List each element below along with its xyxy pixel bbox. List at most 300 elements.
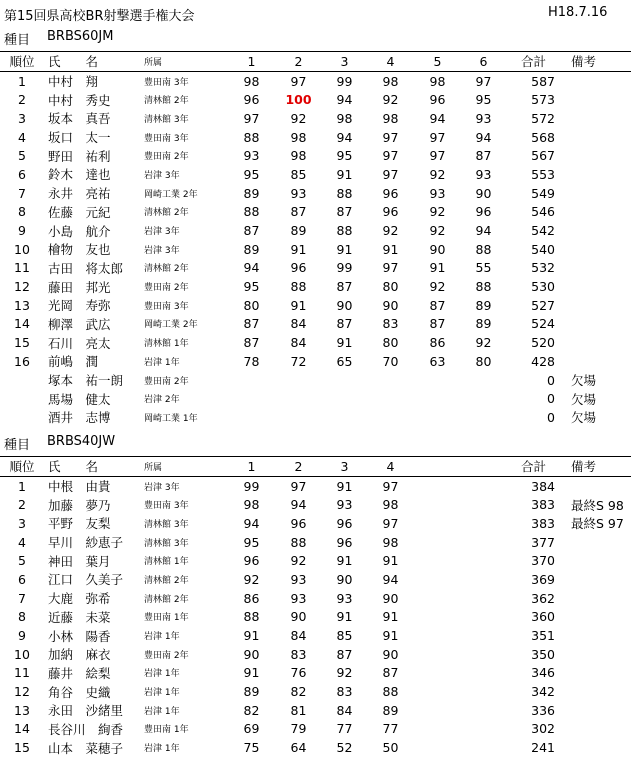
total-cell: 540 [531,241,555,257]
rank-cell: 8 [18,204,26,220]
school-cell: 岡崎工業 2年 [144,189,198,200]
school-cell: 岡崎工業 2年 [144,320,198,331]
table-row [0,90,631,109]
score-cell: 92 [243,571,260,587]
score-cell: 96 [290,515,307,531]
name-cell: 藤井 絵梨 [48,665,111,681]
total-cell: 383 [531,515,555,531]
score-cell: 97 [382,260,399,276]
score-cell: 88 [475,279,492,295]
school-cell: 清林館 1年 [144,339,189,350]
name-cell: 大鹿 弥希 [48,591,111,607]
score-cell: 92 [429,166,446,182]
total-cell: 241 [531,740,555,756]
name-cell: 馬場 健太 [48,391,111,407]
event1-heading [0,27,631,47]
score-cell: 97 [382,478,399,494]
note-cell [561,738,631,757]
school-cell: 岡崎工業 1年 [144,413,198,424]
total-cell: 553 [531,166,555,182]
school-cell: 岩津 1年 [144,357,180,368]
score-cell: 79 [290,721,307,737]
name-cell: 野田 祐利 [48,148,111,164]
score-cell [461,408,506,427]
table-row [0,664,631,683]
rank-cell: 1 [18,73,26,89]
total-cell: 587 [531,73,555,89]
school-cell: 清林館 1年 [144,557,189,568]
name-cell: 近藤 未菜 [48,609,111,625]
score-cell: 65 [336,353,353,369]
school-cell: 岩津 1年 [144,744,180,755]
score-cell [461,664,506,683]
table-row [0,259,631,278]
score-cell [414,495,461,514]
column-header: 所属 [142,457,228,477]
school-cell: 豊田南 2年 [144,283,189,294]
score-cell: 82 [290,684,307,700]
score-cell: 91 [336,335,353,351]
score-cell [461,371,506,390]
name-cell: 佐藤 元紀 [48,204,111,220]
score-cell: 96 [336,534,353,550]
note-cell [561,701,631,720]
score-cell: 78 [243,353,260,369]
score-cell: 98 [243,497,260,513]
event-date: H18.7.16 [548,5,608,20]
score-cell: 93 [475,110,492,126]
score-cell: 87 [243,223,260,239]
score-cell: 52 [336,740,353,756]
rank-cell: 15 [14,740,30,756]
score-cell: 90 [382,590,399,606]
school-cell: 岩津 1年 [144,632,180,643]
name-cell: 石川 亮太 [48,335,111,351]
school-cell: 清林館 2年 [144,208,189,219]
table-row [0,240,631,259]
note-cell [561,626,631,645]
score-cell [461,389,506,408]
rank-cell: 2 [18,92,26,108]
name-cell: 長谷川 絢香 [48,721,124,737]
score-cell: 88 [382,684,399,700]
name-cell: 江口 久美子 [48,572,124,588]
total-cell: 549 [531,185,555,201]
score-cell: 87 [382,665,399,681]
table-row [0,682,631,701]
score-cell: 81 [290,702,307,718]
score-cell: 99 [336,260,353,276]
score-cell: 87 [336,204,353,220]
note-cell [561,533,631,552]
score-cell: 64 [290,740,307,756]
score-cell [461,533,506,552]
name-cell: 早川 紗恵子 [48,535,124,551]
score-cell [367,389,414,408]
total-cell: 546 [531,204,555,220]
score-cell: 88 [475,241,492,257]
score-cell: 90 [336,297,353,313]
rank-cell [0,408,44,427]
school-cell: 清林館 2年 [144,264,189,275]
page-title: 第15回県高校BR射撃選手権大会 [4,9,195,24]
school-cell: 豊田南 3年 [144,501,189,512]
table-row [0,533,631,552]
note-cell [561,165,631,184]
score-cell: 92 [290,553,307,569]
score-cell: 87 [336,646,353,662]
score-cell: 93 [475,166,492,182]
rank-cell: 8 [18,609,26,625]
score-cell: 90 [336,571,353,587]
score-cell: 94 [429,110,446,126]
score-cell [414,408,461,427]
table-row [0,296,631,315]
school-cell: 豊田南 2年 [144,376,189,387]
score-cell: 96 [382,204,399,220]
score-cell: 90 [382,297,399,313]
score-cell [461,738,506,757]
score-cell: 85 [290,166,307,182]
table-row [0,389,631,408]
score-cell: 87 [429,297,446,313]
name-cell: 加納 麻衣 [48,647,111,663]
score-cell: 91 [336,609,353,625]
score-cell: 89 [243,684,260,700]
note-cell [561,259,631,278]
event2-heading [0,432,631,452]
total-cell: 428 [531,353,555,369]
score-cell: 88 [290,279,307,295]
score-cell: 88 [290,534,307,550]
score-cell: 92 [336,665,353,681]
total-cell: 572 [531,110,555,126]
column-header: 備考 [561,52,631,72]
score-cell: 91 [382,609,399,625]
score-cell: 92 [429,279,446,295]
rank-cell: 11 [14,260,30,276]
school-cell: 豊田南 3年 [144,301,189,312]
total-cell: 524 [531,316,555,332]
note-cell [561,240,631,259]
score-cell [461,476,506,495]
score-cell: 89 [382,702,399,718]
total-cell: 0 [547,391,555,407]
score-cell: 94 [382,571,399,587]
score-cell: 91 [382,241,399,257]
score-cell: 84 [290,316,307,332]
score-cell: 91 [336,166,353,182]
table-row [0,371,631,390]
table-row [0,221,631,240]
school-cell: 岩津 3年 [144,170,180,181]
rank-cell: 16 [14,353,30,369]
score-cell: 97 [429,148,446,164]
table-row [0,333,631,352]
column-header: 氏 名 [44,52,142,72]
score-cell [275,408,322,427]
rank-cell: 13 [14,702,30,718]
score-cell: 86 [429,335,446,351]
score-cell [414,701,461,720]
rank-cell: 10 [14,241,30,257]
score-cell [414,664,461,683]
rank-cell: 12 [14,684,30,700]
rank-cell: 9 [18,223,26,239]
note-cell: 最終S 97 [571,516,624,532]
column-header-row [0,52,631,72]
column-header: 合計 [506,457,561,477]
table-row [0,408,631,427]
score-cell [414,720,461,739]
rank-cell [0,389,44,408]
column-header [414,457,461,477]
note-cell [561,296,631,315]
note-cell [561,277,631,296]
rank-cell: 14 [14,316,30,332]
note-cell [561,109,631,128]
note-cell: 欠場 [571,373,597,389]
note-cell: 最終S 98 [571,497,624,513]
total-cell: 542 [531,223,555,239]
score-cell: 91 [382,553,399,569]
note-cell [561,90,631,109]
score-cell: 80 [382,279,399,295]
table-row [0,109,631,128]
total-cell: 360 [531,609,555,625]
name-cell: 中村 翔 [48,74,99,90]
score-cell: 92 [429,223,446,239]
name-cell: 坂本 真吾 [48,111,111,127]
score-cell: 97 [382,129,399,145]
score-cell [275,389,322,408]
total-cell: 568 [531,129,555,145]
score-cell: 72 [290,353,307,369]
school-cell: 岩津 3年 [144,245,180,256]
name-cell: 柳澤 武広 [48,316,111,332]
score-cell: 76 [290,665,307,681]
score-cell: 83 [290,646,307,662]
score-cell: 98 [290,129,307,145]
total-cell: 530 [531,279,555,295]
score-cell: 89 [243,241,260,257]
score-cell: 92 [475,335,492,351]
score-cell [414,645,461,664]
score-cell: 96 [243,553,260,569]
column-header: 4 [367,457,414,477]
score-cell: 96 [336,515,353,531]
score-cell: 85 [336,628,353,644]
rank-cell: 7 [18,185,26,201]
score-cell: 91 [429,260,446,276]
score-cell: 97 [382,148,399,164]
score-cell: 84 [290,335,307,351]
score-cell: 98 [382,73,399,89]
score-cell: 77 [336,721,353,737]
score-cell: 87 [243,335,260,351]
rank-cell: 12 [14,279,30,295]
school-cell: 清林館 2年 [144,594,189,605]
total-cell: 0 [547,372,555,388]
score-cell: 70 [382,353,399,369]
score-cell: 83 [382,316,399,332]
total-cell: 342 [531,684,555,700]
score-cell: 98 [336,110,353,126]
score-cell: 87 [475,148,492,164]
score-cell [414,570,461,589]
score-cell [322,371,367,390]
score-cell: 97 [475,73,492,89]
score-cell: 93 [429,185,446,201]
name-cell: 藤田 邦光 [48,279,111,295]
score-cell: 89 [243,185,260,201]
note-cell [561,184,631,203]
column-header: 氏 名 [44,457,142,477]
rank-cell: 3 [18,110,26,126]
score-cell: 82 [243,702,260,718]
table-row [0,476,631,495]
table-row [0,738,631,757]
score-cell [461,645,506,664]
score-cell: 88 [243,204,260,220]
rank-cell: 6 [18,166,26,182]
score-cell: 91 [336,553,353,569]
name-cell: 小林 陽香 [48,628,111,644]
score-cell: 94 [243,515,260,531]
score-cell [414,476,461,495]
score-cell: 90 [475,185,492,201]
rank-cell: 4 [18,129,26,145]
column-header: 1 [228,52,275,72]
score-cell [414,608,461,627]
total-cell: 384 [531,478,555,494]
score-cell [461,589,506,608]
school-cell: 岩津 3年 [144,482,180,493]
note-cell [561,551,631,570]
column-header: 合計 [506,52,561,72]
note-cell [561,682,631,701]
column-header: 順位 [0,52,44,72]
table-row [0,352,631,371]
score-cell: 91 [243,665,260,681]
score-cell [414,626,461,645]
note-cell [561,608,631,627]
score-cell: 98 [382,497,399,513]
total-cell: 350 [531,646,555,662]
score-cell: 88 [336,185,353,201]
score-cell [322,408,367,427]
school-cell: 清林館 2年 [144,96,189,107]
column-header: 備考 [561,457,631,477]
event2-label: 種目 [4,438,31,453]
score-cell: 93 [290,590,307,606]
total-cell: 573 [531,92,555,108]
score-cell: 94 [475,129,492,145]
column-header: 1 [228,457,275,477]
score-cell: 86 [243,590,260,606]
name-cell: 加藤 夢乃 [48,497,111,513]
score-cell [228,389,275,408]
name-cell: 前嶋 潤 [48,354,99,370]
table-row [0,720,631,739]
school-cell: 豊田南 3年 [144,77,189,88]
school-cell: 豊田南 3年 [144,133,189,144]
rank-cell: 7 [18,590,26,606]
score-cell: 83 [336,684,353,700]
score-cell [367,408,414,427]
score-cell: 92 [382,92,399,108]
total-cell: 302 [531,721,555,737]
score-cell: 96 [382,185,399,201]
score-cell [275,371,322,390]
event2-results-table [0,456,631,757]
column-header: 5 [414,52,461,72]
score-cell: 94 [243,260,260,276]
score-cell: 88 [243,129,260,145]
total-cell: 567 [531,148,555,164]
column-header: 3 [322,52,367,72]
total-cell: 346 [531,665,555,681]
column-header: 順位 [0,457,44,477]
note-cell [561,664,631,683]
score-cell: 94 [475,223,492,239]
name-cell: 小島 航介 [48,223,111,239]
name-cell: 平野 友梨 [48,516,111,532]
score-cell: 97 [243,110,260,126]
note-cell [561,352,631,371]
score-cell [461,720,506,739]
rank-cell: 9 [18,628,26,644]
total-cell: 351 [531,628,555,644]
score-cell: 97 [290,478,307,494]
score-cell [414,514,461,533]
score-cell: 92 [290,110,307,126]
score-cell: 88 [243,609,260,625]
note-cell [561,221,631,240]
score-cell: 95 [243,534,260,550]
total-cell: 520 [531,335,555,351]
page-header [0,0,631,26]
column-header: 3 [322,457,367,477]
score-cell: 98 [382,110,399,126]
note-cell [561,71,631,90]
school-cell: 豊田南 2年 [144,152,189,163]
score-cell: 96 [290,260,307,276]
score-cell: 91 [290,297,307,313]
score-cell [461,626,506,645]
score-cell [414,371,461,390]
score-cell: 77 [382,721,399,737]
score-cell: 100 [285,92,312,108]
school-cell: 豊田南 2年 [144,650,189,661]
score-cell: 91 [336,241,353,257]
score-cell: 91 [243,628,260,644]
school-cell: 岩津 1年 [144,688,180,699]
name-cell: 鈴木 達也 [48,167,111,183]
event1-code: BRBS60JM [47,29,114,44]
score-cell: 80 [243,297,260,313]
score-cell [461,551,506,570]
table-row [0,146,631,165]
name-cell: 古田 将太郎 [48,260,124,276]
event1-results-table [0,51,631,427]
table-row [0,203,631,222]
table-row [0,589,631,608]
rank-cell: 14 [14,721,30,737]
score-cell: 97 [382,515,399,531]
event1-label: 種目 [4,33,31,48]
score-cell: 84 [290,628,307,644]
